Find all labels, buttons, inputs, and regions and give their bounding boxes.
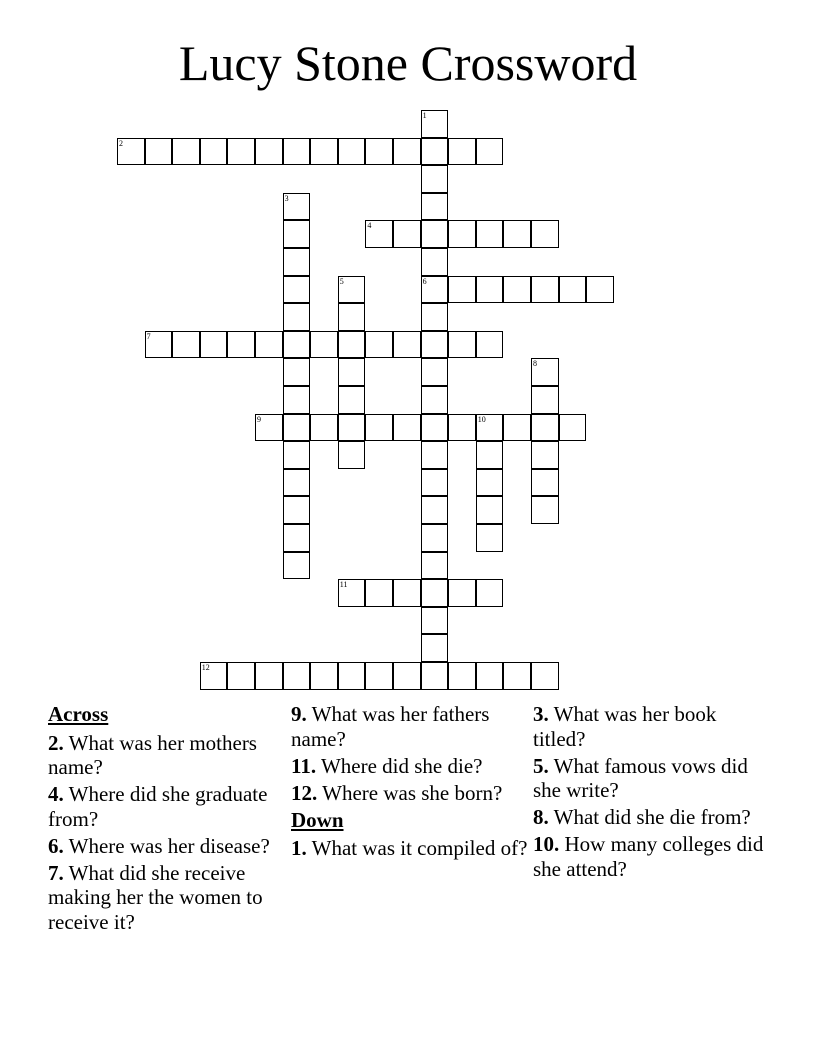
crossword-cell[interactable] (503, 276, 531, 304)
crossword-cell[interactable] (531, 469, 559, 497)
crossword-cell[interactable] (531, 662, 559, 690)
crossword-cell[interactable] (448, 414, 476, 442)
crossword-cell[interactable] (365, 414, 393, 442)
crossword-cell[interactable] (338, 662, 366, 690)
crossword-cell[interactable] (393, 662, 421, 690)
crossword-cell[interactable] (283, 248, 311, 276)
crossword-cell[interactable] (448, 579, 476, 607)
crossword-cell[interactable] (476, 138, 504, 166)
crossword-cell[interactable] (531, 276, 559, 304)
crossword-cell[interactable] (310, 662, 338, 690)
crossword-cell[interactable] (531, 358, 559, 386)
clue-number: 12. (291, 780, 318, 805)
clue-text: What was it compiled of? (311, 836, 528, 860)
clue-across-4 (48, 782, 288, 831)
crossword-cell[interactable] (421, 276, 449, 304)
clue-down-1 (291, 836, 531, 861)
crossword-cell[interactable] (283, 193, 311, 221)
crossword-cell[interactable] (227, 138, 255, 166)
crossword-cell[interactable] (393, 579, 421, 607)
cell-number: 5 (339, 276, 344, 286)
crossword-cell[interactable] (586, 276, 614, 304)
clue-across-6 (48, 834, 288, 859)
crossword-cell[interactable] (421, 634, 449, 662)
crossword-cell[interactable] (200, 662, 228, 690)
crossword-cell[interactable] (421, 110, 449, 138)
clue-down-5 (533, 754, 773, 803)
crossword-cell[interactable] (310, 138, 338, 166)
crossword-cell[interactable] (283, 331, 311, 359)
crossword-cell[interactable] (531, 220, 559, 248)
crossword-cell[interactable] (393, 414, 421, 442)
page-title: Lucy Stone Crossword (178, 35, 638, 91)
clue-number: 2. (48, 730, 64, 755)
clue-down-10 (533, 832, 773, 881)
crossword-cell[interactable] (338, 276, 366, 304)
crossword-cell[interactable] (200, 138, 228, 166)
crossword-cell[interactable] (448, 138, 476, 166)
crossword-cell[interactable] (145, 138, 173, 166)
crossword-cell[interactable] (448, 220, 476, 248)
crossword-cell[interactable] (421, 248, 449, 276)
crossword-cell[interactable] (283, 524, 311, 552)
crossword-cell[interactable] (338, 358, 366, 386)
crossword-cell[interactable] (310, 331, 338, 359)
clue-down-8 (533, 805, 773, 830)
crossword-cell[interactable] (338, 414, 366, 442)
clue-across-2 (48, 731, 288, 780)
crossword-cell[interactable] (255, 138, 283, 166)
crossword-cell[interactable] (421, 662, 449, 690)
crossword-cell[interactable] (531, 496, 559, 524)
crossword-cell[interactable] (476, 441, 504, 469)
clue-text: What did she receive making her the women to receive it? (48, 860, 263, 934)
cell-number: 11 (339, 580, 348, 590)
crossword-cell[interactable] (283, 441, 311, 469)
crossword-cell[interactable] (421, 331, 449, 359)
crossword-cell[interactable] (255, 662, 283, 690)
clue-text: How many colleges did she attend? (533, 832, 764, 881)
crossword-cell[interactable] (145, 331, 173, 359)
crossword-cell[interactable] (365, 662, 393, 690)
crossword-cell[interactable] (503, 414, 531, 442)
crossword-cell[interactable] (310, 414, 338, 442)
crossword-cell[interactable] (365, 579, 393, 607)
crossword-cell[interactable] (283, 662, 311, 690)
clue-text: Where did she die? (320, 753, 483, 778)
cell-number: 10 (477, 414, 486, 424)
crossword-cell[interactable] (117, 138, 145, 166)
crossword-cell[interactable] (559, 276, 587, 304)
clue-across-11 (291, 754, 531, 779)
clue-text: Where did she graduate from? (48, 782, 268, 831)
clue-number: 9. (291, 702, 307, 726)
crossword-cell[interactable] (448, 276, 476, 304)
crossword-cell[interactable] (421, 138, 449, 166)
across-heading: Across (48, 702, 109, 726)
crossword-cell[interactable] (421, 469, 449, 497)
crossword-cell[interactable] (421, 386, 449, 414)
clues-column-2 (291, 702, 531, 863)
clue-number: 6. (48, 833, 64, 858)
crossword-cell[interactable] (503, 662, 531, 690)
crossword-cell[interactable] (421, 524, 449, 552)
crossword-cell[interactable] (283, 138, 311, 166)
crossword-cell[interactable] (365, 220, 393, 248)
crossword-cell[interactable] (338, 386, 366, 414)
crossword-cell[interactable] (227, 662, 255, 690)
crossword-cell[interactable] (283, 358, 311, 386)
crossword-cell[interactable] (172, 331, 200, 359)
crossword-cell[interactable] (421, 607, 449, 635)
crossword-cell[interactable] (227, 331, 255, 359)
crossword-cell[interactable] (448, 331, 476, 359)
crossword-cell[interactable] (338, 579, 366, 607)
clue-text: What famous vows did she write? (533, 753, 748, 802)
crossword-cell[interactable] (476, 220, 504, 248)
clue-text: What was her mothers name? (48, 730, 257, 779)
clue-down-3 (533, 702, 773, 751)
cell-number: 3 (284, 193, 289, 203)
crossword-cell[interactable] (393, 138, 421, 166)
crossword-cell[interactable] (531, 441, 559, 469)
crossword-cell[interactable] (476, 469, 504, 497)
crossword-cell[interactable] (393, 331, 421, 359)
crossword-cell[interactable] (421, 496, 449, 524)
cell-number: 7 (146, 331, 151, 341)
crossword-cell[interactable] (283, 386, 311, 414)
crossword-cell[interactable] (283, 303, 311, 331)
crossword-cell[interactable] (531, 386, 559, 414)
clue-text: What did she die from? (553, 805, 751, 829)
down-heading: Down (291, 807, 344, 832)
crossword-cell[interactable] (255, 414, 283, 442)
crossword-cell[interactable] (448, 662, 476, 690)
clue-number: 4. (48, 782, 64, 806)
crossword-cell[interactable] (421, 579, 449, 607)
cell-number: 6 (422, 276, 427, 286)
cell-number: 2 (119, 138, 123, 148)
crossword-cell[interactable] (476, 414, 504, 442)
crossword-cell[interactable] (393, 220, 421, 248)
cell-number: 1 (422, 111, 427, 120)
clue-text: What was her fathers name? (291, 702, 490, 751)
crossword-cell[interactable] (476, 524, 504, 552)
crossword-cell[interactable] (503, 220, 531, 248)
crossword-cell[interactable] (283, 552, 311, 580)
crossword-cell[interactable] (283, 276, 311, 304)
clue-text: Where was she born? (322, 780, 503, 805)
clues-column-1 (48, 702, 288, 937)
crossword-cell[interactable] (283, 496, 311, 524)
clue-across-9 (291, 702, 531, 751)
crossword-cell[interactable] (421, 414, 449, 442)
crossword-cell[interactable] (421, 220, 449, 248)
crossword-cell[interactable] (421, 552, 449, 580)
crossword-cell[interactable] (421, 303, 449, 331)
crossword-cell[interactable] (255, 331, 283, 359)
clue-number: 3. (533, 702, 549, 726)
cell-number: 12 (201, 663, 210, 672)
crossword-cell[interactable] (421, 358, 449, 386)
crossword-cell[interactable] (338, 303, 366, 331)
crossword-cell[interactable] (338, 441, 366, 469)
crossword-cell[interactable] (476, 662, 504, 690)
crossword-cell[interactable] (365, 331, 393, 359)
clue-across-7 (48, 861, 288, 935)
crossword-cell[interactable] (421, 193, 449, 221)
crossword-cell[interactable] (421, 165, 449, 193)
crossword-cell[interactable] (476, 579, 504, 607)
clue-number: 10. (533, 832, 560, 856)
crossword-cell[interactable] (200, 331, 228, 359)
crossword-cell[interactable] (559, 414, 587, 442)
crossword-cell[interactable] (476, 496, 504, 524)
clue-number: 11. (291, 753, 317, 778)
cell-number: 8 (533, 359, 537, 369)
clue-text: Where was her disease? (68, 833, 270, 858)
crossword-cell[interactable] (531, 414, 559, 442)
cell-number: 9 (257, 414, 261, 424)
crossword-cell[interactable] (476, 276, 504, 304)
crossword-cell[interactable] (338, 138, 366, 166)
crossword-cell[interactable] (338, 331, 366, 359)
clues-column-3 (533, 702, 773, 884)
crossword-cell[interactable] (365, 138, 393, 166)
crossword-cell[interactable] (283, 469, 311, 497)
crossword-cell[interactable] (421, 441, 449, 469)
clue-number: 7. (48, 860, 64, 885)
crossword-cell[interactable] (283, 414, 311, 442)
clue-number: 1. (291, 836, 307, 860)
clue-text: What was her book titled? (533, 702, 717, 751)
crossword-cell[interactable] (476, 331, 504, 359)
crossword-cell[interactable] (283, 220, 311, 248)
crossword-cell[interactable] (172, 138, 200, 166)
clue-across-12 (291, 781, 531, 806)
clue-number: 5. (533, 753, 549, 778)
clue-number: 8. (533, 805, 549, 829)
cell-number: 4 (367, 221, 372, 231)
